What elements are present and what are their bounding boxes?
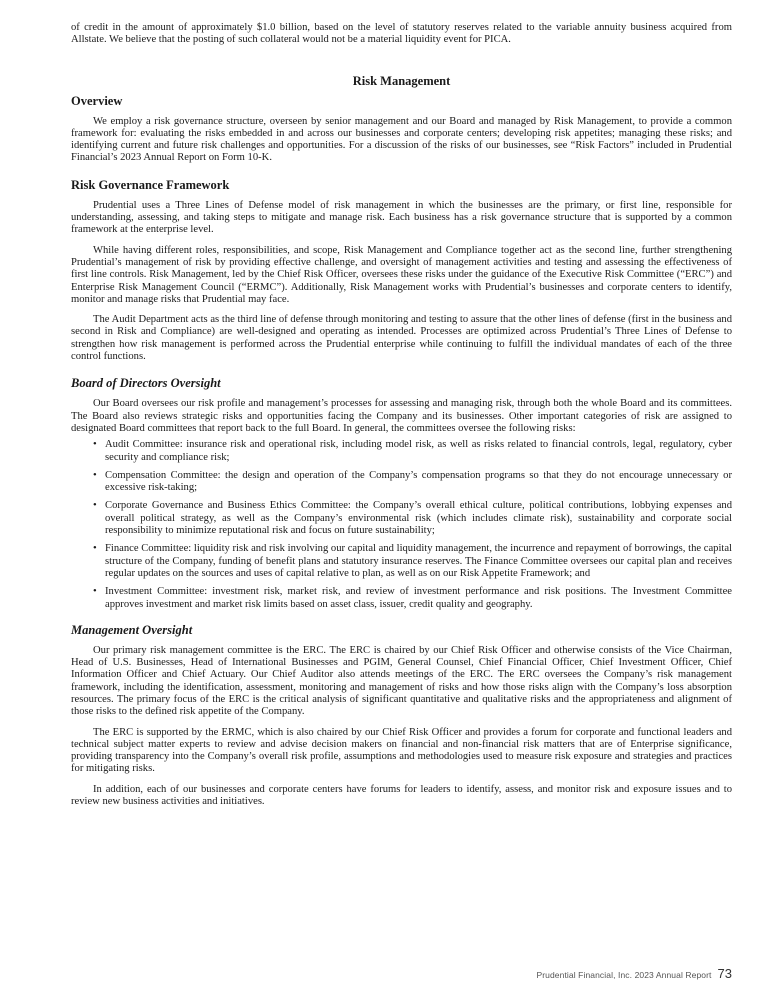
framework-paragraph-2: While having different roles, responsibilities, and scope, Risk Management and Compliance together act as the second line, further strengthening Prudential’s management of risk by providing effective challenge, and oversight of management activities and testing and assessing the effectiveness of first line controls. Risk Management, led by the Chief Risk Officer, oversees these risks under the guidance of the Executive Risk Committee (“ERC”) and Enterprise Risk Management Council (“ERMC”). Additionally, Risk Management works with Prudential’s businesses and corporate centers to identify, monitor and manage risks that Prudential may face. <box>71 244 732 305</box>
list-item <box>71 470 732 495</box>
overview-paragraph: We employ a risk governance structure, overseen by senior management and our Board and managed by Risk Management, to provide a common framework for: evaluating the risks embedded in and across our businesses and corporate centers; developing risk appetites; managing these risks; and identifying current and future risk challenges and opportunities. For a discussion of the risks of our businesses, see “Risk Factors” included in Prudential Financial’s 2023 Annual Report on Form 10-K. <box>71 115 732 164</box>
footer-report-title: Prudential Financial, Inc. 2023 Annual Report <box>536 970 712 980</box>
board-oversight-heading: Board of Directors Oversight <box>71 376 221 391</box>
management-paragraph-2: The ERC is supported by the ERMC, which is also chaired by our Chief Risk Officer and provides a forum for corporate and functional leaders and technical subject matter experts to review and advise decision makers on financial and non-financial risk matters that are of Enterprise significance, providing transparency into the Company’s overall risk profile, assumptions and methodologies used to measure risk exposure and strategies and practices for mitigating risks. <box>71 726 732 775</box>
list-item-text: Corporate Governance and Business Ethics Committee: the Company’s overall ethical culture, political contributions, lobbying expenses and overall political strategy, as well as the Company’s environmental risk (which includes climate risk), sustainability and corporate social responsibility to minimize reputational risk and focus on future sustainability; <box>105 500 732 537</box>
committee-risk-list <box>71 439 732 611</box>
board-oversight-paragraph: Our Board oversees our risk profile and management’s processes for assessing and managing risk, through both the whole Board and its committees. The Board also reviews strategic risks and opportunities facing the Company and its businesses. Other important categories of risk are assigned to designated Board committees that report back to the full Board. In general, the committees oversee the following risks: <box>71 398 732 434</box>
management-paragraph-3: In addition, each of our businesses and corporate centers have forums for leaders to identify, assess, and monitor risk and exposure issues and to review new business activities and initiatives. <box>71 783 732 808</box>
framework-paragraph-3: The Audit Department acts as the third line of defense through monitoring and testing to assure that the other lines of defense (first in the business and second in Risk and Compliance) are well-designed and operating as intended. Processes are optimized across Prudential’s Three Lines of Defense to strengthen how risk management is performed across the Prudential enterprise while continuing to fulfill the individual mandates of each of the three control functions. <box>71 314 732 363</box>
bullet-marker: • <box>93 543 97 555</box>
section-title: Risk Management <box>352 73 451 88</box>
list-item-text: Finance Committee: liquidity risk and risk involving our capital and liquidity management, the incurrence and repayment of borrowings, the capital structure of the Company, funding of benefit plans and statutory insurance reserves. The Finance Committee oversees our capital plan and receives regular updates on the sources and uses of capital relative to plan, as well as on our Risk Appetite Framework; and <box>105 543 732 579</box>
intro-continuation-paragraph: of credit in the amount of approximately $1.0 billion, based on the level of statutory reserves related to the variable annuity business acquired from Allstate. We believe that the posting of such collateral would not be a material liquidity event for PICA. <box>71 22 732 46</box>
list-item <box>71 586 732 611</box>
management-paragraph-1: Our primary risk management committee is the ERC. The ERC is chaired by our Chief Risk Officer and otherwise consists of the Vice Chairman, Head of U.S. Businesses, Head of International Businesses and PGIM, General Counsel, Chief Financial Officer, Chief Investment Officer, Chief Information Officer and Chief Actuary. Our Chief Auditor also attends meetings of the ERC. The ERC oversees the Company’s risk management framework, including the identification, assessment, monitoring and management of risks and how those risks align with the Company’s loss absorption resources. The primary focus of the ERC is the critical analysis of significant quantitative and qualitative risks and the appropriateness and alignment of those risks to the defined risk appetite of the Company. <box>71 644 732 718</box>
bullet-marker: • <box>93 586 97 598</box>
list-item-text: Investment Committee: investment risk, market risk, and review of investment performance and risk positions. The Investment Committee approves investment and market risk limits based on asset class, issuer, credit quality and geography. <box>105 586 732 610</box>
framework-paragraph-1: Prudential uses a Three Lines of Defense model of risk management in which the businesses are the primary, or first line, responsible for understanding, assessing, and taking steps to mitigate and manage risk. Each business has a risk governance structure that is supported by a common framework at the enterprise level. <box>71 199 732 236</box>
list-item <box>71 543 732 580</box>
framework-heading: Risk Governance Framework <box>71 177 230 192</box>
list-item <box>71 500 732 537</box>
page-footer <box>536 966 732 981</box>
list-item <box>71 439 732 464</box>
document-page <box>71 22 732 808</box>
bullet-marker: • <box>93 500 97 512</box>
list-item-text: Audit Committee: insurance risk and operational risk, including model risk, as well as risks related to financial controls, legal, regulatory, cyber security and compliance risk; <box>105 439 732 463</box>
bullet-marker: • <box>93 469 97 481</box>
overview-heading: Overview <box>71 93 123 108</box>
management-oversight-heading: Management Oversight <box>71 622 193 637</box>
page-number: 73 <box>717 966 732 981</box>
list-item-text: Compensation Committee: the design and operation of the Company’s compensation programs so that they do not encourage unnecessary or excessive risk-taking; <box>105 469 732 494</box>
bullet-marker: • <box>93 439 97 451</box>
